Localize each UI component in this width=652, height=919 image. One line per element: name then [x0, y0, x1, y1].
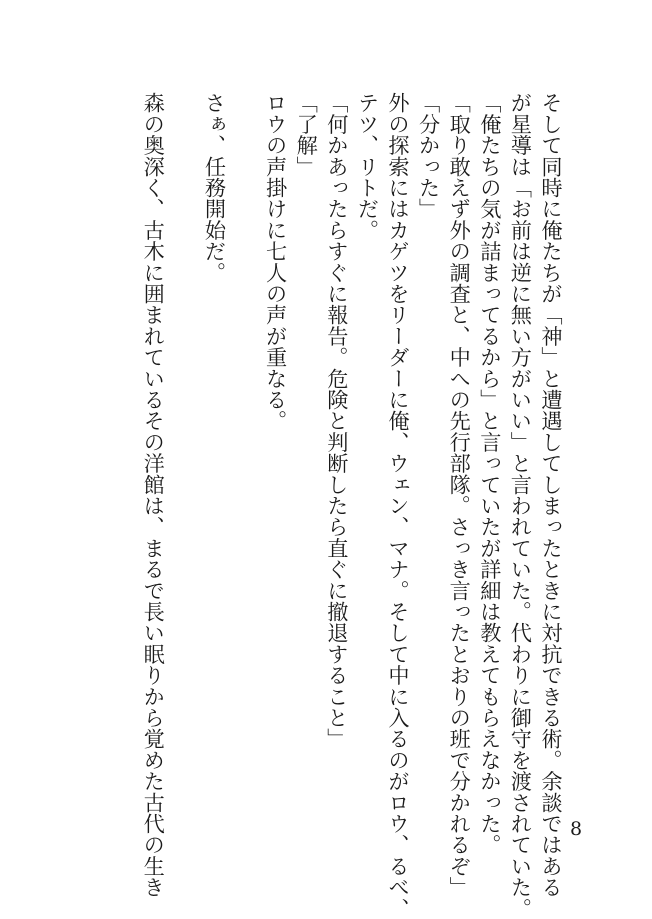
text-line: 「何かあったらすぐに報告。危険と判断したら直ぐに撤退すること」: [324, 92, 350, 750]
blank-line: [229, 92, 260, 822]
vertical-text-block: [138, 92, 566, 919]
text-line: テツ、リトだ。: [355, 92, 381, 241]
blank-line: [168, 92, 199, 822]
text-line: 外の探索にはカゲツをリーダーに俺、ウェン、マナ。そして中に入るのがロウ、るべ、: [386, 92, 412, 919]
text-line: そして同時に俺たちが「神」と遭遇してしまったときに対抗できる術。余談ではある: [539, 92, 564, 898]
text-line: 「分かった」: [416, 92, 442, 220]
text-line: 「取り敢えず外の調査と、中への先行部隊。さっき言ったとおりの班で分かれるぞ」: [447, 92, 473, 898]
text-line: 「俺たちの気が詰まってるから」と言っていたが詳細は教えてもらえなかった。: [477, 92, 503, 856]
text-line: 森の奥深く、古木に囲まれているその洋館は、まるで長い眠りから覚めた古代の生き: [141, 92, 167, 898]
text-line: 「了解」: [294, 92, 320, 177]
text-line: が星導は「お前は逆に無い方がいい」と言われていた。代わりに御守を渡されていた。: [508, 92, 534, 919]
text-line: さぁ、任務開始だ。: [202, 92, 228, 283]
page-number: 8: [570, 818, 583, 840]
text-line: ロウの声掛けに七人の声が重なる。: [263, 92, 289, 432]
